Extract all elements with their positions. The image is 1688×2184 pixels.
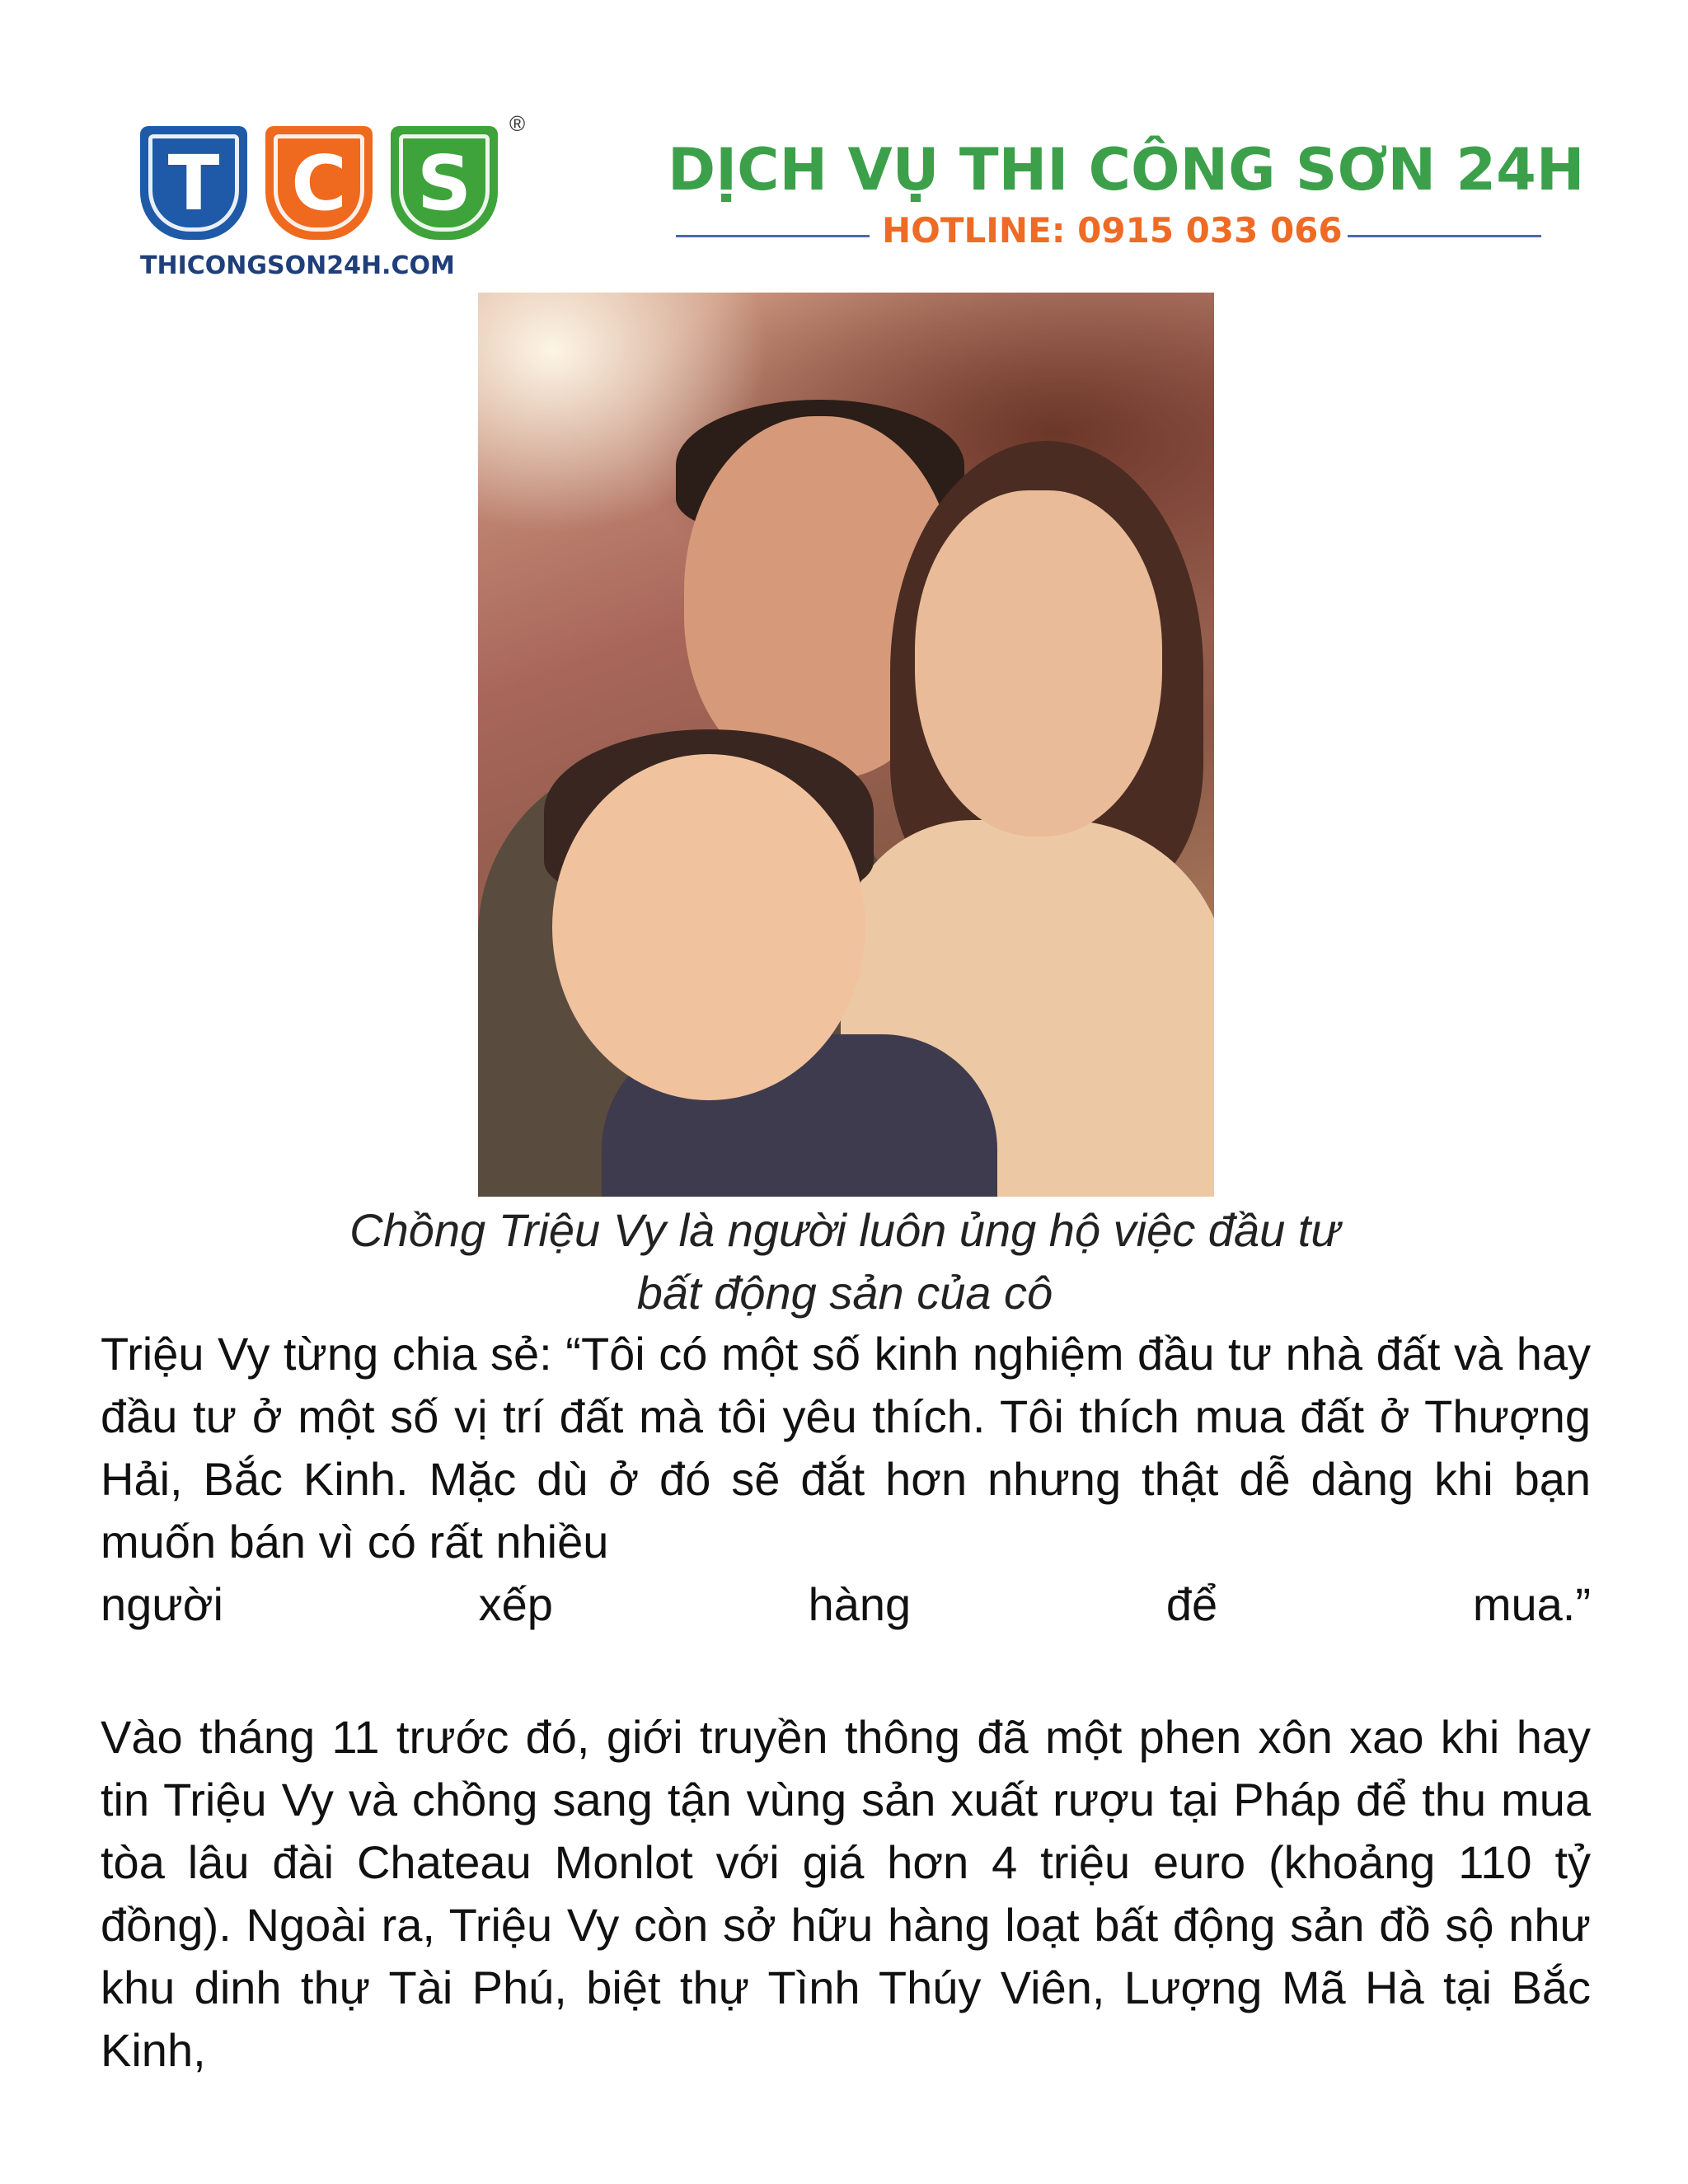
hotline-row (676, 210, 1541, 260)
paragraph-1-text: Triệu Vy từng chia sẻ: “Tôi có một số kinh nghiệm đầu tư nhà đất và hay đầu tư ở một số vị trí đất mà tôi yêu thích. Tôi thích mua đất ở Thượng Hải, Bắc Kinh. Mặc dù ở đó sẽ đắt hơn nhưng thật dễ dàng khi bạn muốn bán vì có rất nhiều (101, 1328, 1591, 1568)
family-photo (478, 293, 1214, 1197)
page-header (91, 91, 1585, 280)
hotline-text: HOTLINE: 0915 033 066 (882, 210, 1343, 251)
logo-letter-s: S (416, 138, 472, 227)
paragraph-1 (101, 1323, 1591, 1636)
logo-domain: THICONGSON24H.COM (140, 251, 455, 280)
logo-letter-c: C (291, 138, 347, 227)
logo-shields (140, 111, 526, 243)
caption-line-1: Chồng Triệu Vy là người luôn ủng hộ việc đầu tư (349, 1204, 1340, 1256)
logo-shield-c (265, 126, 373, 240)
hotline-divider-right (1348, 235, 1541, 237)
registered-mark: ® (509, 111, 526, 136)
logo-letter-t: T (167, 138, 220, 227)
caption-line-2: bất động sản của cô (636, 1267, 1053, 1319)
banner-title: DỊCH VỤ THI CÔNG SƠN 24H (668, 136, 1585, 204)
paragraph-1-last-line: người xếp hàng để mua.” (101, 1578, 1591, 1630)
photo-woman-face (915, 490, 1162, 837)
photo-caption (124, 1199, 1566, 1324)
logo-shield-t (140, 126, 247, 240)
hotline-divider-left (676, 235, 870, 237)
tcs-logo (140, 111, 526, 280)
photo-baby-face (552, 754, 865, 1100)
logo-shield-s (391, 126, 498, 240)
paragraph-2: Vào tháng 11 trước đó, giới truyền thông đã một phen xôn xao khi hay tin Triệu Vy và chồng sang tận vùng sản xuất rượu tại Pháp để thu mua tòa lâu đài Chateau Monlot với giá hơn 4 triệu euro (khoảng 110 tỷ đồng). Ngoài ra, Triệu Vy còn sở hữu hàng loạt bất động sản đồ sộ như khu dinh thự Tài Phú, biệt thự Tình Thúy Viên, Lượng Mã Hà tại Bắc Kinh, (101, 1711, 1591, 2076)
